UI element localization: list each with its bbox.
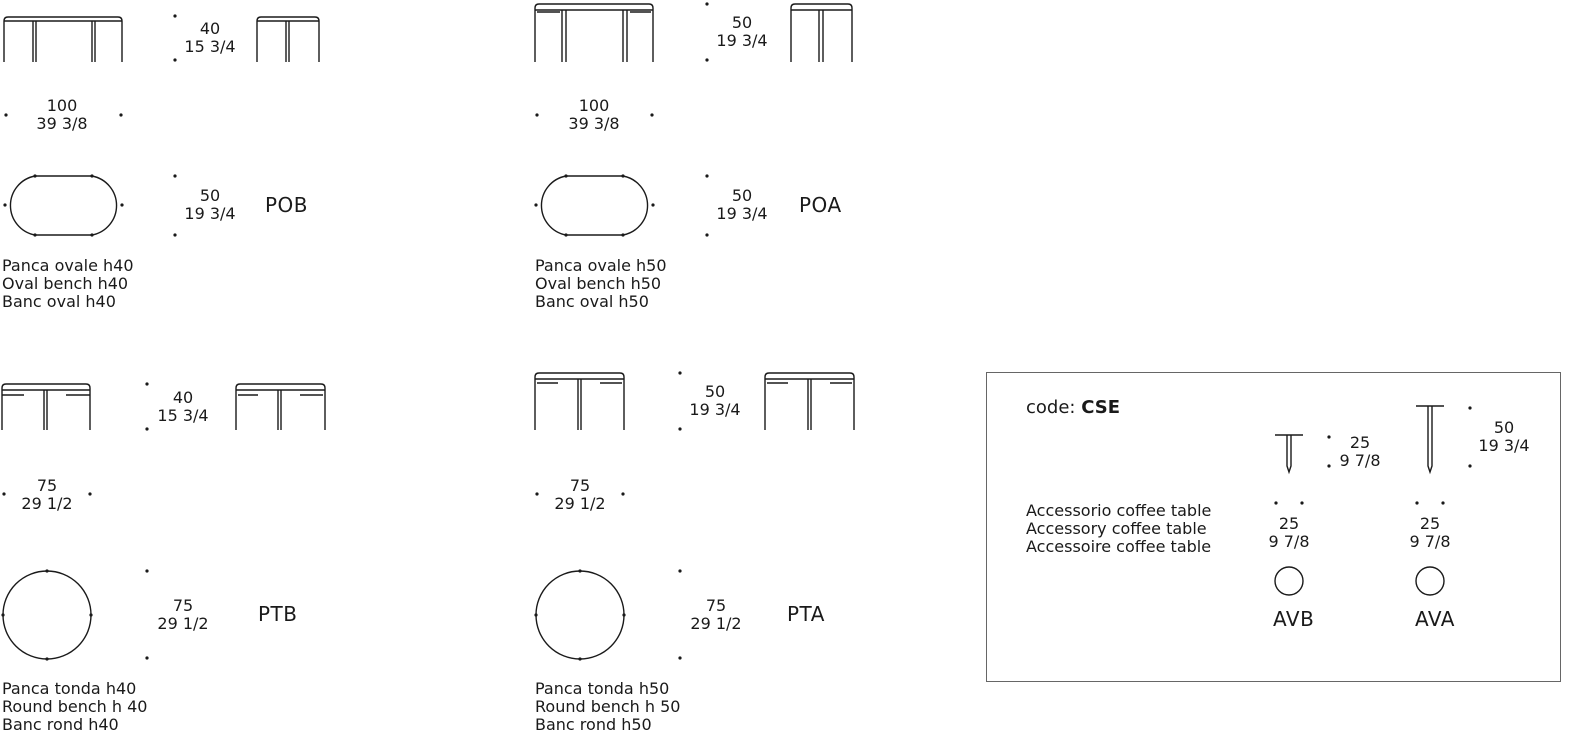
ptb-plan-view (3, 571, 91, 659)
pob-plan-view (10, 176, 116, 235)
pob-front-view (4, 17, 122, 62)
pta-plan-view (536, 571, 624, 659)
ava-height-dimension: 50 19 3/4 (1478, 418, 1530, 455)
ptb-side-view (236, 384, 325, 430)
ava-diameter-dimension: 25 9 7/8 (1409, 514, 1451, 551)
ptb-front-view (2, 384, 90, 430)
pta-side-view (765, 373, 854, 430)
pta-height-dimension: 50 19 3/4 (689, 382, 741, 419)
poa-front-view (535, 4, 653, 62)
poa-product-code: POA (799, 193, 842, 217)
ptb-depth-dimension: 75 29 1/2 (157, 596, 209, 633)
ava-product-code: AVA (1415, 607, 1455, 631)
pob-width-dimension: 100 39 3/8 (36, 96, 88, 133)
pta-front-view (535, 373, 624, 430)
pob-caption: Panca ovale h40 Oval bench h40 Banc oval h40 (2, 256, 134, 311)
poa-caption: Panca ovale h50 Oval bench h50 Banc oval h50 (535, 256, 667, 311)
ptb-height-dimension: 40 15 3/4 (157, 388, 209, 425)
pob-side-view (257, 17, 319, 62)
accessory-caption: Accessorio coffee table Accessory coffee table Accessoire coffee table (1026, 501, 1212, 556)
poa-height-dimension: 50 19 3/4 (716, 13, 768, 50)
pta-depth-dimension: 75 29 1/2 (690, 596, 742, 633)
pob-depth-dimension: 50 19 3/4 (184, 186, 236, 223)
ptb-product-code: PTB (258, 602, 298, 626)
pta-product-code: PTA (787, 602, 825, 626)
pta-width-dimension: 75 29 1/2 (554, 476, 606, 513)
pta-caption: Panca tonda h50 Round bench h 50 Banc rond h50 (535, 679, 681, 734)
ptb-caption: Panca tonda h40 Round bench h 40 Banc rond h40 (2, 679, 148, 734)
avb-height-dimension: 25 9 7/8 (1339, 433, 1381, 470)
ptb-width-dimension: 75 29 1/2 (21, 476, 73, 513)
poa-depth-dimension: 50 19 3/4 (716, 186, 768, 223)
accessory-code-label: code: CSE (1026, 397, 1121, 418)
pob-height-dimension: 40 15 3/4 (184, 19, 236, 56)
poa-width-dimension: 100 39 3/8 (568, 96, 620, 133)
avb-product-code: AVB (1273, 607, 1315, 631)
avb-diameter-dimension: 25 9 7/8 (1268, 514, 1310, 551)
poa-plan-view (541, 176, 647, 235)
pob-product-code: POB (265, 193, 309, 217)
poa-side-view (791, 4, 852, 62)
